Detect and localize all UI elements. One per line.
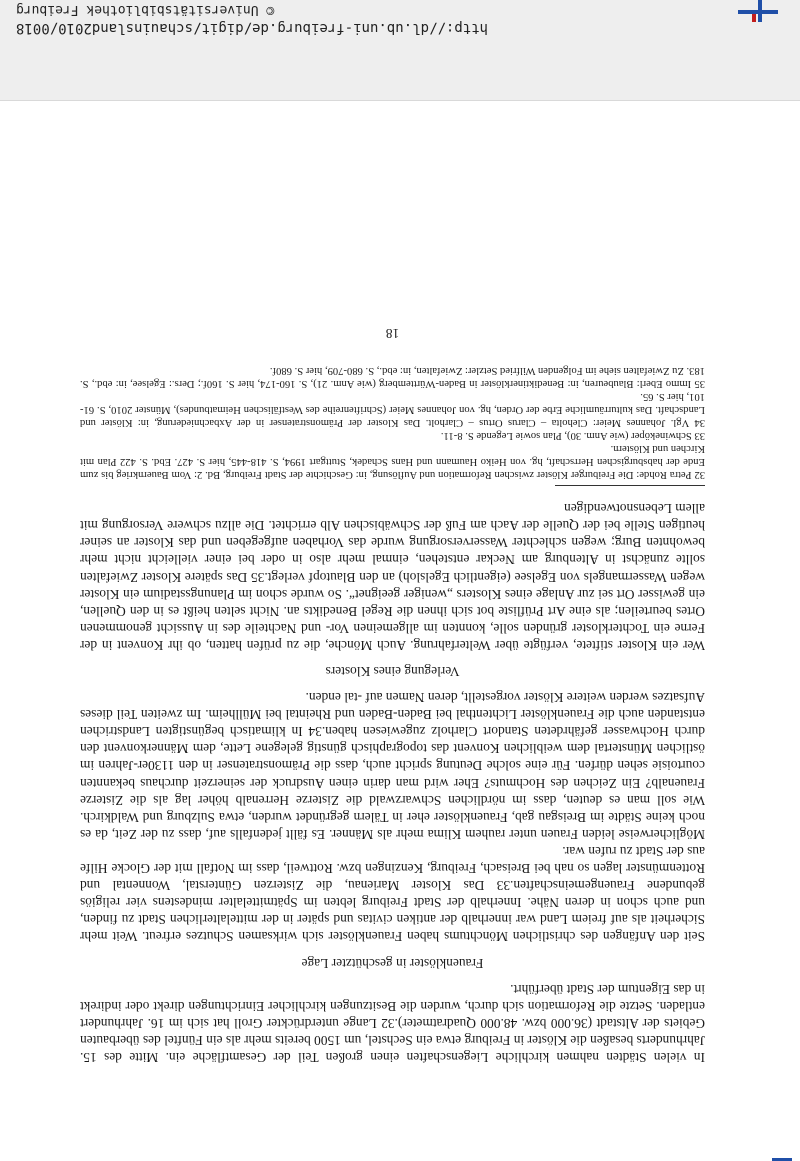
footnote-rule — [555, 485, 705, 486]
page-number: 18 — [385, 326, 400, 342]
section-heading: Frauenklöster in geschützter Lage — [301, 955, 484, 971]
paragraph: Möglicherweise leiden Frauen unter rauhem Klima mehr als Männer. Es fällt jedenfalls auf, dass zu der Zeit, da es noch keine Städte im Breisgau gab, Frauenklöster eher in Tälern gegründet wurden, etwa Sulzburg und Waldkirch. Wie soll man es deuten, dass im nördlichen Schwarzwald die Zisterze Herrenalb höher lag als die Zisterze Frauenalb? Ein Zeichen des Hochmuts? Eher wird man darin einen Ausdruck der seinerzeit durchaus bekannten courtoisie sehen dürfen. Für eine solche Deutung spricht auch, dass die Prämonstratenser in den 1130er-Jahren im östlichen Münstertal dem weiblichen Konvent das topographisch günstig gelegene Lette, dem Männerkonvent den durch Hochwasser gefährdeten Standort Clarholz zugewiesen haben.34 In klimatisch begünstigten Landstrichen entstanden auch die Frauenklöster Lichtenthal bei Baden-Baden und Rheintal bei Müllheim. Im zweiten Teil dieses Aufsatzes werden weitere Klöster vorgestellt, deren Namen auf -tal enden. — [80, 690, 705, 842]
section-heading: Verlegung eines Klosters — [325, 664, 460, 680]
paragraph: Wer ein Kloster stiftete, verfügte über Welterfahrung. Auch Mönche, die zu prüfen hatten, ob ihr Konvent in der Ferne ein Tochterkloster gründen solle, konnten im allgemeinen Vor- und Nachteile des in Aussicht genommenen Ortes beurteilen; als eine Art Prüfliste bot sich ihnen die Regel Benedikts an. Nicht selten heißt es in den Quellen, ein gewisser Ort sei zur Anlage eines Klosters „weniger geeignet“. So wurde schon im Planungsstadium ein Kloster wegen Wassermangels von Egelsee (eigentlich Egelsloh) an den Blautopf verlegt.35 Das spätere Kloster Zwiefalten sollte zunächst in Altenburg am Neckar entstehen, einmal mehr also in oder bei einer vielleicht nicht mehr bewohnten Burg; wegen schlechter Wasserversorgung wurde das Vorhaben aufgegeben und das Kloster an seiner heutigen Stelle bei der Quelle der Aach am Fuß der Schwäbischen Alb errichtet. Die allzu schwere Versorgung mit allem Lebensnotwendigen — [80, 501, 705, 653]
corner-marker-icon — [762, 1155, 792, 1161]
paragraph: Seit den Anfängen des christlichen Mönchtums haben Frauenklöster sich wirksamen Schutzes erfreut. Weit mehr Sicherheit als auf freiem Land war innerhalb der antiken civitas und später in der mittelalterlichen Stadt zu finden, und auch schon in deren Nähe. Innerhalb der Stadt Freiburg lebten im Spätmittelalter mindestens vier religiös gebundene Frauengemeinschaften.33 Das Kloster Marienau, die Zisterzen Günterstal, Wonnental und Rottenmünster lagen so nah bei Breisach, Freiburg, Kenzingen bzw. Rottweil, dass im Notfall mit der Glocke Hilfe aus der Stadt zu rufen war. — [80, 843, 705, 945]
university-logo-icon — [738, 0, 778, 22]
document-url-link[interactable]: http://dl.ub.uni-freiburg.de/digit/schauinsland2010/0018 — [16, 20, 489, 36]
footnote: 34 Vgl. Johannes Meier: Cleholta – Clarus Ortus – Clarholt. Das Kloster der Prämonstratenser in der Axbachniederung, in: Klöster und Landschaft. Das kulturräumliche Erbe der Orden, hg. von Johannes Meier (Schriftenreihe des Westfälischen Heimatbundes), Münster 2010, S. 61-101, hier S. 65. — [80, 391, 705, 429]
document-body — [80, 325, 705, 1066]
copyright-notice: © Universitätsbibliothek Freiburg — [16, 2, 275, 17]
footnote: 35 Immo Eberl: Blaubeuren, in: Benediktinerklöster in Baden-Württemberg (wie Anm. 21), S. 160-174, hier S. 160f.; Ders.: Egelsee, in: ebd., S. 183. Zu Zwiefalten siehe im Folgenden Wilfried Setzler: Zwiefalten, in: ebd., S. 680-709, hier S. 680f. — [80, 365, 705, 390]
footnotes — [80, 364, 705, 481]
footnote: 32 Petra Rohde: Die Freiburger Klöster zwischen Reformation und Auflösung, in: Geschichte der Stadt Freiburg, Bd. 2: Vom Bauernkrieg bis zum Ende der habsburgischen Herrschaft, hg. von Heiko Haumann und Hans Schadek, Stuttgart 1994, S. 418-445, hier S. 427. Ebd. S. 422 Plan mit Kirchen und Klöstern. — [80, 443, 705, 481]
library-banner — [0, 0, 800, 101]
footnote: 33 Schwineköper (wie Anm. 30), Plan sowie Legende S. 8-11. — [440, 430, 705, 442]
paragraph: In vielen Städten nahmen kirchliche Liegenschaften einen großen Teil der Gesamtfläche ein. Mitte des 15. Jahrhunderts besaßen die Klöster in Freiburg etwa ein Sechstel, um 1500 bereits mehr als ein Fünftel des überbauten Gebiets der Altstadt (36.000 bzw. 48.000 Quadratmeter).32 Lange unterdrückter Groll hat sich im 16. Jahrhundert entladen. Setzte die Reformation sich durch, wurden die Besitzungen kirchlicher Einrichtungen direkt oder indirekt in das Eigentum der Stadt überführt. — [80, 981, 705, 1065]
